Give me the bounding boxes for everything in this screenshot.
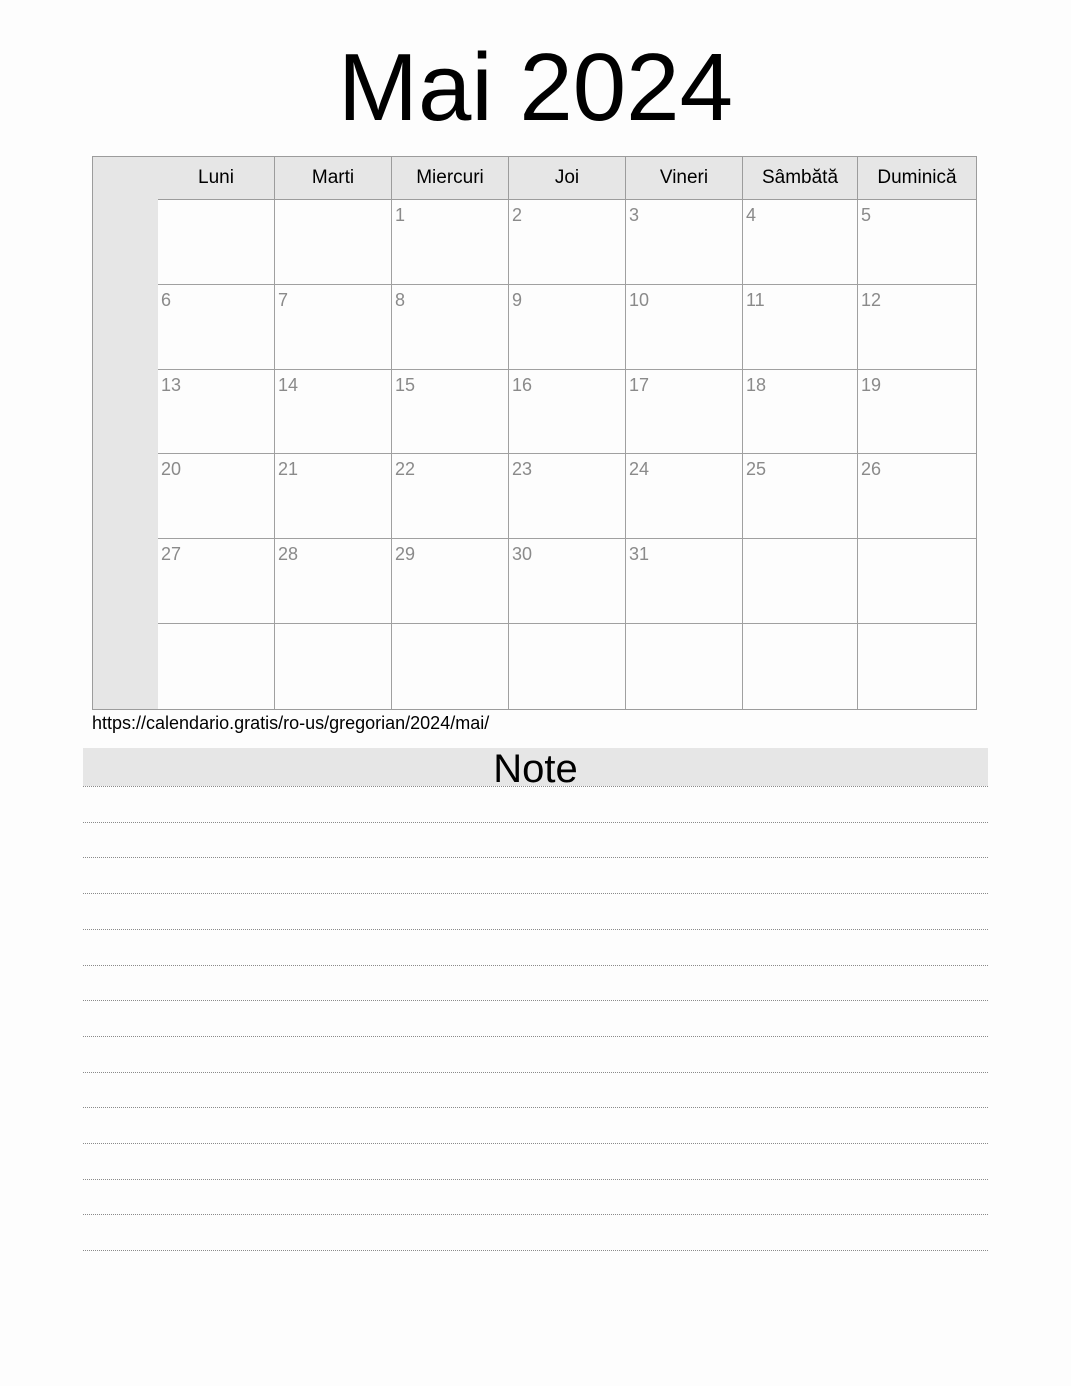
weekday-header: Vineri [626, 157, 743, 200]
note-line [83, 893, 988, 894]
day-cell[interactable] [392, 200, 509, 285]
day-cell[interactable] [509, 539, 626, 624]
day-cell[interactable] [275, 624, 392, 709]
day-cell[interactable] [392, 285, 509, 370]
weekday-header: Marti [275, 157, 392, 200]
day-cell[interactable] [158, 454, 275, 539]
note-line [83, 1143, 988, 1144]
day-number: 23 [512, 459, 533, 480]
day-number: 17 [629, 374, 650, 395]
day-number: 26 [861, 459, 882, 480]
day-number: 30 [512, 544, 533, 565]
day-cell[interactable] [858, 370, 976, 455]
day-cell[interactable] [626, 624, 743, 709]
day-number: 28 [278, 544, 299, 565]
calendar-days [158, 157, 976, 709]
day-number: 4 [746, 205, 757, 225]
day-number: 22 [395, 459, 416, 480]
weekday-header: Joi [509, 157, 626, 200]
day-number: 14 [278, 374, 299, 395]
day-cell[interactable] [392, 370, 509, 455]
day-number: 16 [512, 374, 533, 395]
day-cell[interactable] [858, 624, 976, 709]
day-cell[interactable] [626, 370, 743, 455]
day-cell[interactable] [743, 200, 858, 285]
day-number: 6 [161, 289, 172, 310]
day-number: 21 [278, 459, 299, 480]
day-number: 9 [512, 289, 523, 310]
day-cell[interactable] [858, 285, 976, 370]
day-cell[interactable] [858, 454, 976, 539]
day-cell[interactable] [509, 454, 626, 539]
day-cell[interactable] [858, 539, 976, 624]
note-line [83, 1250, 988, 1251]
day-cell[interactable] [626, 539, 743, 624]
day-number: 11 [746, 289, 765, 310]
note-line [83, 1072, 988, 1073]
day-cell[interactable] [275, 285, 392, 370]
day-cell[interactable] [275, 539, 392, 624]
calendar-grid [92, 156, 977, 710]
day-cell[interactable] [392, 624, 509, 709]
day-number: 27 [161, 544, 182, 565]
day-number: 24 [629, 459, 650, 480]
day-number: 15 [395, 374, 416, 395]
source-url[interactable]: https://calendario.gratis/ro-us/gregorian/2024/mai/ [92, 713, 490, 733]
day-number: 8 [395, 289, 406, 310]
week-number-column [93, 157, 159, 709]
weekday-header: Duminică [858, 157, 976, 200]
note-line [83, 822, 988, 823]
day-cell[interactable] [275, 454, 392, 539]
day-cell[interactable] [392, 539, 509, 624]
day-number: 25 [746, 459, 767, 480]
note-line [83, 965, 988, 966]
day-cell[interactable] [158, 370, 275, 455]
day-cell[interactable] [626, 454, 743, 539]
day-cell[interactable] [743, 370, 858, 455]
day-cell[interactable] [626, 200, 743, 285]
day-cell[interactable] [509, 200, 626, 285]
note-line [83, 1000, 988, 1001]
day-cell[interactable] [275, 200, 392, 285]
day-cell[interactable] [158, 200, 275, 285]
page-title: Mai 2024 [338, 34, 733, 141]
day-number: 10 [629, 289, 650, 310]
day-number: 18 [746, 374, 767, 395]
note-line [83, 857, 988, 858]
day-cell[interactable] [158, 285, 275, 370]
notes-header [83, 747, 988, 791]
day-cell[interactable] [392, 454, 509, 539]
weekday-header: Sâmbătă [743, 157, 858, 200]
day-cell[interactable] [509, 370, 626, 455]
day-cell[interactable] [509, 285, 626, 370]
day-number: 5 [861, 205, 872, 225]
day-number: 29 [395, 544, 416, 565]
weekday-header: Miercuri [392, 157, 509, 200]
day-number: 31 [629, 544, 650, 565]
day-cell[interactable] [858, 200, 976, 285]
day-cell[interactable] [626, 285, 743, 370]
day-number: 2 [512, 205, 523, 225]
day-cell[interactable] [158, 539, 275, 624]
day-cell[interactable] [275, 370, 392, 455]
day-number: 20 [161, 459, 182, 480]
day-number: 7 [278, 289, 289, 310]
note-line [83, 1107, 988, 1108]
day-cell[interactable] [158, 624, 275, 709]
day-cell[interactable] [743, 285, 858, 370]
day-number: 13 [161, 374, 182, 395]
note-line [83, 929, 988, 930]
day-number: 19 [861, 374, 882, 395]
note-line [83, 786, 988, 787]
day-cell[interactable] [743, 539, 858, 624]
day-number: 12 [861, 289, 882, 310]
note-line [83, 1214, 988, 1215]
day-cell[interactable] [509, 624, 626, 709]
notes-title: Note [493, 747, 578, 791]
day-number: 3 [629, 205, 640, 225]
day-cell[interactable] [743, 454, 858, 539]
note-line [83, 1179, 988, 1180]
weekday-header: Luni [158, 157, 275, 200]
day-cell[interactable] [743, 624, 858, 709]
note-line [83, 1036, 988, 1037]
day-number: 1 [395, 205, 406, 225]
